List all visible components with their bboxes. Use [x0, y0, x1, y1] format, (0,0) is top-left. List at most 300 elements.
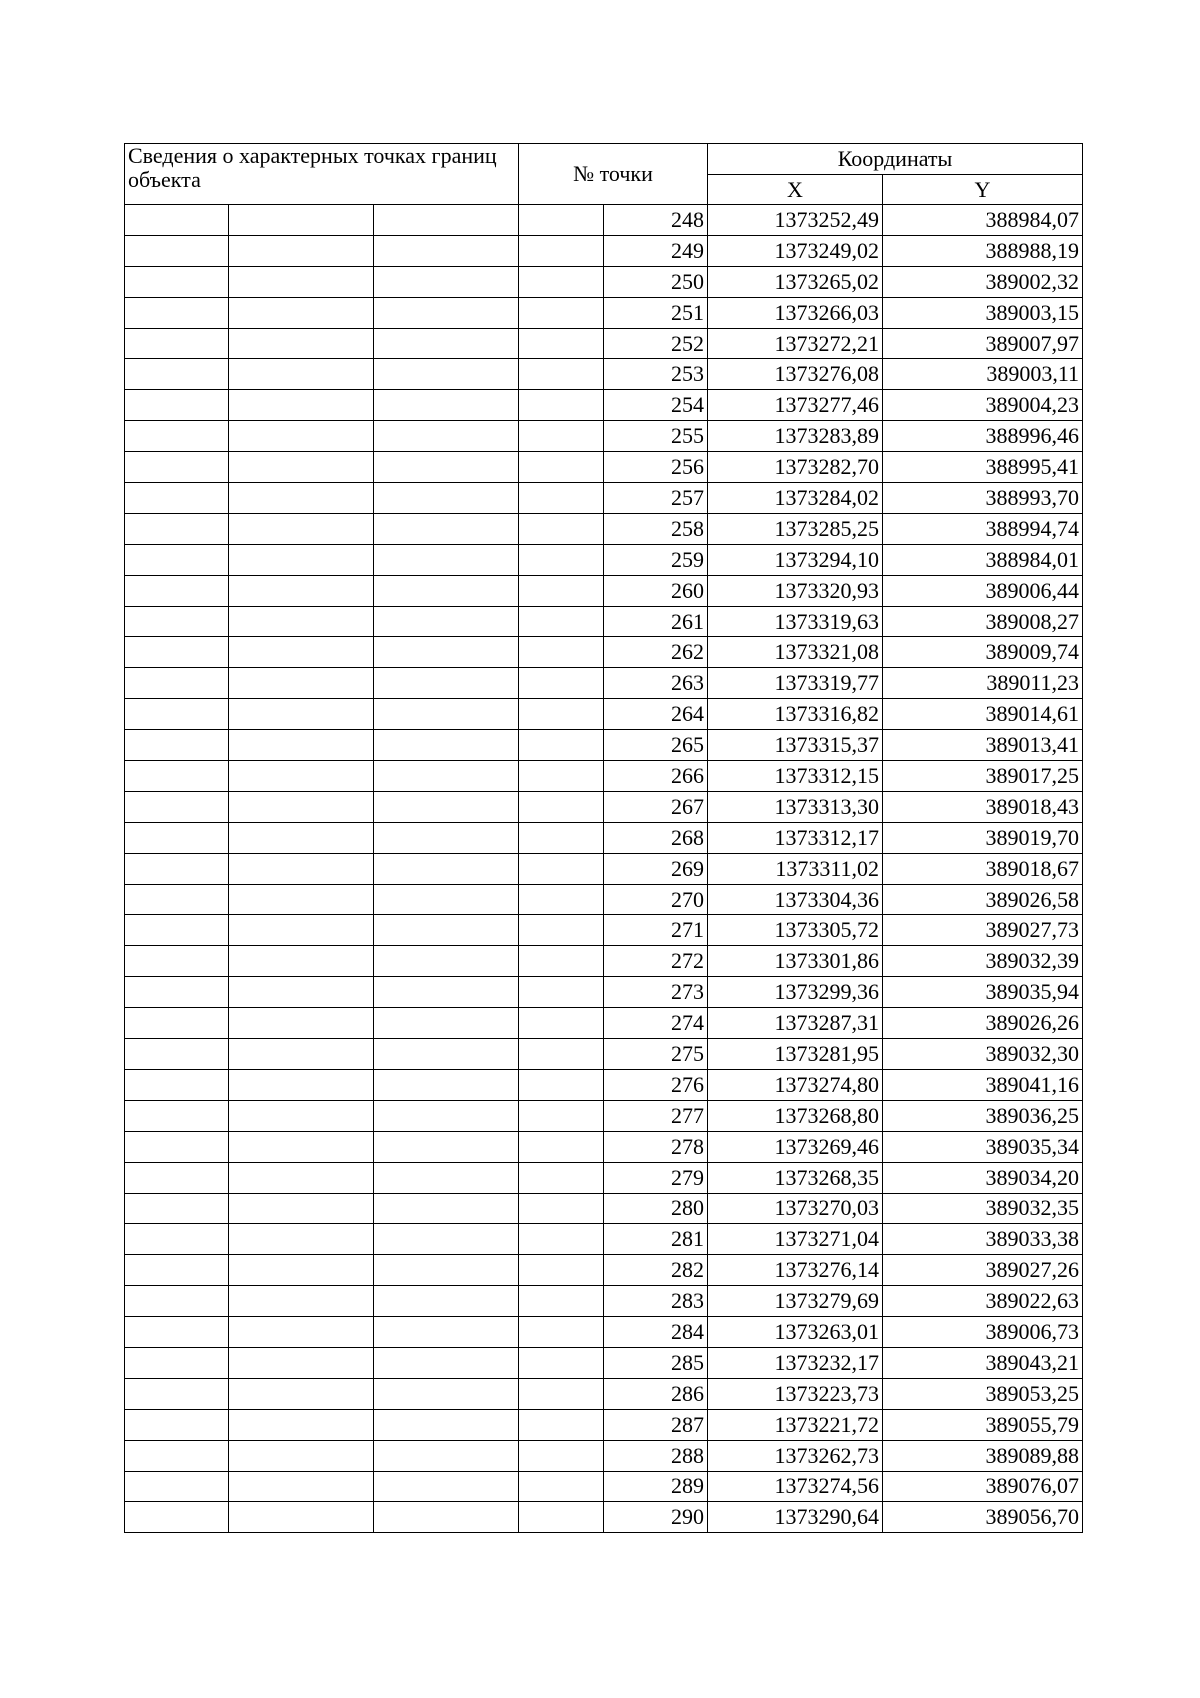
- empty-cell: [519, 1039, 604, 1070]
- y-coordinate-cell: 389032,39: [883, 946, 1083, 977]
- table-row: [125, 1162, 1083, 1193]
- table-row: [125, 421, 1083, 452]
- empty-cell: [125, 1100, 229, 1131]
- x-coordinate-cell: 1373268,80: [708, 1100, 883, 1131]
- point-number-cell: 249: [604, 235, 708, 266]
- x-coordinate-cell: 1373294,10: [708, 544, 883, 575]
- empty-cell: [229, 421, 374, 452]
- empty-cell: [229, 946, 374, 977]
- y-coordinate-cell: 389055,79: [883, 1409, 1083, 1440]
- empty-cell: [229, 1347, 374, 1378]
- table-row: [125, 699, 1083, 730]
- y-coordinate-cell: 389017,25: [883, 761, 1083, 792]
- y-coordinate-cell: 389053,25: [883, 1378, 1083, 1409]
- x-coordinate-cell: 1373252,49: [708, 205, 883, 236]
- point-number-cell: 266: [604, 761, 708, 792]
- empty-cell: [374, 946, 519, 977]
- empty-cell: [229, 853, 374, 884]
- point-number-cell: 271: [604, 915, 708, 946]
- table-row: [125, 266, 1083, 297]
- x-coordinate-cell: 1373276,14: [708, 1255, 883, 1286]
- empty-cell: [374, 1317, 519, 1348]
- empty-cell: [229, 266, 374, 297]
- empty-cell: [125, 1131, 229, 1162]
- empty-cell: [125, 205, 229, 236]
- empty-cell: [374, 235, 519, 266]
- point-number-cell: 279: [604, 1162, 708, 1193]
- empty-cell: [519, 822, 604, 853]
- table-row: [125, 1471, 1083, 1502]
- y-coordinate-cell: 389002,32: [883, 266, 1083, 297]
- point-number-cell: 257: [604, 483, 708, 514]
- empty-cell: [519, 1069, 604, 1100]
- point-number-cell: 262: [604, 637, 708, 668]
- x-coordinate-cell: 1373265,02: [708, 266, 883, 297]
- point-number-cell: 252: [604, 328, 708, 359]
- empty-cell: [125, 544, 229, 575]
- empty-cell: [519, 328, 604, 359]
- table-row: [125, 791, 1083, 822]
- y-coordinate-cell: 389022,63: [883, 1286, 1083, 1317]
- coordinates-header: Координаты: [708, 144, 1083, 175]
- empty-cell: [125, 575, 229, 606]
- empty-cell: [374, 1502, 519, 1533]
- point-number-cell: 265: [604, 730, 708, 761]
- empty-cell: [229, 513, 374, 544]
- empty-cell: [519, 699, 604, 730]
- table-row: [125, 452, 1083, 483]
- empty-cell: [519, 266, 604, 297]
- empty-cell: [229, 637, 374, 668]
- empty-cell: [374, 513, 519, 544]
- empty-cell: [374, 699, 519, 730]
- point-number-cell: 251: [604, 297, 708, 328]
- y-coordinate-cell: 389036,25: [883, 1100, 1083, 1131]
- y-coordinate-cell: 389003,11: [883, 359, 1083, 390]
- empty-cell: [229, 1131, 374, 1162]
- empty-cell: [229, 699, 374, 730]
- empty-cell: [374, 637, 519, 668]
- x-coordinate-cell: 1373221,72: [708, 1409, 883, 1440]
- empty-cell: [374, 575, 519, 606]
- empty-cell: [374, 1100, 519, 1131]
- empty-cell: [229, 205, 374, 236]
- table-row: [125, 1069, 1083, 1100]
- empty-cell: [229, 1471, 374, 1502]
- empty-cell: [229, 452, 374, 483]
- point-number-cell: 282: [604, 1255, 708, 1286]
- y-coordinate-cell: 389034,20: [883, 1162, 1083, 1193]
- point-number-cell: 275: [604, 1039, 708, 1070]
- empty-cell: [125, 791, 229, 822]
- empty-cell: [229, 1378, 374, 1409]
- y-coordinate-cell: 389035,34: [883, 1131, 1083, 1162]
- y-coordinate-cell: 389006,73: [883, 1317, 1083, 1348]
- empty-cell: [229, 1286, 374, 1317]
- x-coordinate-cell: 1373285,25: [708, 513, 883, 544]
- x-coordinate-cell: 1373316,82: [708, 699, 883, 730]
- table-row: [125, 884, 1083, 915]
- empty-cell: [125, 730, 229, 761]
- empty-cell: [519, 513, 604, 544]
- point-number-cell: 287: [604, 1409, 708, 1440]
- x-coordinate-cell: 1373263,01: [708, 1317, 883, 1348]
- empty-cell: [519, 1286, 604, 1317]
- empty-cell: [125, 1008, 229, 1039]
- point-number-cell: 274: [604, 1008, 708, 1039]
- table-row: [125, 297, 1083, 328]
- table-row: [125, 390, 1083, 421]
- x-coordinate-cell: 1373319,77: [708, 668, 883, 699]
- point-number-cell: 280: [604, 1193, 708, 1224]
- empty-cell: [229, 761, 374, 792]
- y-coordinate-cell: 389041,16: [883, 1069, 1083, 1100]
- empty-cell: [374, 1378, 519, 1409]
- empty-cell: [229, 1440, 374, 1471]
- point-number-cell: 269: [604, 853, 708, 884]
- table-row: [125, 977, 1083, 1008]
- empty-cell: [125, 359, 229, 390]
- x-coordinate-cell: 1373304,36: [708, 884, 883, 915]
- y-coordinate-cell: 389018,43: [883, 791, 1083, 822]
- empty-cell: [374, 205, 519, 236]
- table-row: [125, 544, 1083, 575]
- y-coordinate-cell: 389032,35: [883, 1193, 1083, 1224]
- table-row: [125, 1100, 1083, 1131]
- table-row: [125, 1347, 1083, 1378]
- y-coordinate-cell: 388996,46: [883, 421, 1083, 452]
- table-row: [125, 915, 1083, 946]
- point-number-cell: 276: [604, 1069, 708, 1100]
- y-coordinate-cell: 389018,67: [883, 853, 1083, 884]
- empty-cell: [519, 1471, 604, 1502]
- y-coordinate-cell: 388988,19: [883, 235, 1083, 266]
- table-row: [125, 1193, 1083, 1224]
- table-row: [125, 1409, 1083, 1440]
- empty-cell: [374, 1131, 519, 1162]
- empty-cell: [229, 328, 374, 359]
- x-coordinate-cell: 1373223,73: [708, 1378, 883, 1409]
- empty-cell: [229, 884, 374, 915]
- y-coordinate-cell: 389026,26: [883, 1008, 1083, 1039]
- empty-cell: [519, 390, 604, 421]
- point-number-cell: 263: [604, 668, 708, 699]
- table-row: [125, 1255, 1083, 1286]
- point-number-cell: 284: [604, 1317, 708, 1348]
- x-coordinate-cell: 1373269,46: [708, 1131, 883, 1162]
- empty-cell: [374, 1193, 519, 1224]
- empty-cell: [125, 1193, 229, 1224]
- table-row: [125, 853, 1083, 884]
- x-coordinate-cell: 1373268,35: [708, 1162, 883, 1193]
- x-coordinate-cell: 1373232,17: [708, 1347, 883, 1378]
- empty-cell: [229, 359, 374, 390]
- y-coordinate-cell: 389032,30: [883, 1039, 1083, 1070]
- empty-cell: [519, 884, 604, 915]
- empty-cell: [519, 235, 604, 266]
- empty-cell: [374, 668, 519, 699]
- y-coordinate-cell: 389019,70: [883, 822, 1083, 853]
- y-coordinate-cell: 389003,15: [883, 297, 1083, 328]
- empty-cell: [519, 1440, 604, 1471]
- table-row: [125, 1378, 1083, 1409]
- empty-cell: [374, 359, 519, 390]
- empty-cell: [519, 791, 604, 822]
- empty-cell: [374, 390, 519, 421]
- y-coordinate-cell: 389035,94: [883, 977, 1083, 1008]
- x-coordinate-cell: 1373320,93: [708, 575, 883, 606]
- table-row: [125, 946, 1083, 977]
- boundary-points-info-header: Сведения о характерных точках границ объекта: [125, 144, 519, 205]
- empty-cell: [229, 1255, 374, 1286]
- empty-cell: [374, 1255, 519, 1286]
- y-coordinate-cell: 389006,44: [883, 575, 1083, 606]
- empty-cell: [519, 915, 604, 946]
- empty-cell: [519, 452, 604, 483]
- empty-cell: [519, 668, 604, 699]
- table-row: [125, 1440, 1083, 1471]
- empty-cell: [125, 297, 229, 328]
- table-row: [125, 483, 1083, 514]
- empty-cell: [125, 1162, 229, 1193]
- empty-cell: [374, 1162, 519, 1193]
- empty-cell: [125, 421, 229, 452]
- empty-cell: [125, 483, 229, 514]
- table-row: [125, 328, 1083, 359]
- x-coordinate-cell: 1373274,56: [708, 1471, 883, 1502]
- y-coordinate-cell: 389056,70: [883, 1502, 1083, 1533]
- empty-cell: [125, 390, 229, 421]
- y-coordinate-cell: 389004,23: [883, 390, 1083, 421]
- empty-cell: [374, 915, 519, 946]
- empty-cell: [374, 1440, 519, 1471]
- empty-cell: [374, 822, 519, 853]
- x-coordinate-cell: 1373281,95: [708, 1039, 883, 1070]
- x-coordinate-cell: 1373299,36: [708, 977, 883, 1008]
- table-row: [125, 822, 1083, 853]
- empty-cell: [125, 1224, 229, 1255]
- point-number-cell: 253: [604, 359, 708, 390]
- empty-cell: [374, 328, 519, 359]
- empty-cell: [229, 544, 374, 575]
- empty-cell: [374, 1409, 519, 1440]
- x-coordinate-cell: 1373301,86: [708, 946, 883, 977]
- empty-cell: [374, 297, 519, 328]
- empty-cell: [125, 853, 229, 884]
- x-header: X: [708, 175, 883, 205]
- empty-cell: [229, 730, 374, 761]
- empty-cell: [374, 1347, 519, 1378]
- point-number-cell: 285: [604, 1347, 708, 1378]
- y-coordinate-cell: 388994,74: [883, 513, 1083, 544]
- y-coordinate-cell: 389008,27: [883, 606, 1083, 637]
- empty-cell: [125, 1317, 229, 1348]
- point-number-cell: 248: [604, 205, 708, 236]
- point-number-cell: 273: [604, 977, 708, 1008]
- empty-cell: [125, 1039, 229, 1070]
- empty-cell: [519, 421, 604, 452]
- empty-cell: [519, 1193, 604, 1224]
- empty-cell: [519, 205, 604, 236]
- empty-cell: [519, 1317, 604, 1348]
- x-coordinate-cell: 1373279,69: [708, 1286, 883, 1317]
- point-number-cell: 289: [604, 1471, 708, 1502]
- table-row: [125, 575, 1083, 606]
- y-coordinate-cell: 389007,97: [883, 328, 1083, 359]
- empty-cell: [229, 1193, 374, 1224]
- point-number-cell: 259: [604, 544, 708, 575]
- empty-cell: [229, 1317, 374, 1348]
- empty-cell: [229, 915, 374, 946]
- x-coordinate-cell: 1373249,02: [708, 235, 883, 266]
- y-coordinate-cell: 389026,58: [883, 884, 1083, 915]
- table-row: [125, 1131, 1083, 1162]
- empty-cell: [519, 1347, 604, 1378]
- empty-cell: [519, 1409, 604, 1440]
- point-number-cell: 250: [604, 266, 708, 297]
- empty-cell: [125, 668, 229, 699]
- y-coordinate-cell: 389027,73: [883, 915, 1083, 946]
- empty-cell: [374, 1008, 519, 1039]
- empty-cell: [519, 637, 604, 668]
- empty-cell: [125, 977, 229, 1008]
- point-number-cell: 260: [604, 575, 708, 606]
- point-number-cell: 270: [604, 884, 708, 915]
- empty-cell: [519, 977, 604, 1008]
- y-coordinate-cell: 389089,88: [883, 1440, 1083, 1471]
- empty-cell: [374, 884, 519, 915]
- empty-cell: [374, 544, 519, 575]
- point-number-cell: 281: [604, 1224, 708, 1255]
- empty-cell: [229, 791, 374, 822]
- table-row: [125, 1502, 1083, 1533]
- x-coordinate-cell: 1373312,15: [708, 761, 883, 792]
- empty-cell: [125, 235, 229, 266]
- table-row: [125, 359, 1083, 390]
- table-row: [125, 235, 1083, 266]
- empty-cell: [374, 1069, 519, 1100]
- point-number-header: № точки: [519, 144, 708, 205]
- empty-cell: [374, 421, 519, 452]
- empty-cell: [519, 1162, 604, 1193]
- point-number-cell: 272: [604, 946, 708, 977]
- x-coordinate-cell: 1373266,03: [708, 297, 883, 328]
- empty-cell: [519, 761, 604, 792]
- empty-cell: [374, 1224, 519, 1255]
- point-number-cell: 277: [604, 1100, 708, 1131]
- empty-cell: [229, 977, 374, 1008]
- table-row: [125, 606, 1083, 637]
- x-coordinate-cell: 1373321,08: [708, 637, 883, 668]
- table-row: [125, 205, 1083, 236]
- empty-cell: [229, 1224, 374, 1255]
- point-number-cell: 283: [604, 1286, 708, 1317]
- y-coordinate-cell: 389033,38: [883, 1224, 1083, 1255]
- empty-cell: [519, 946, 604, 977]
- point-number-cell: 286: [604, 1378, 708, 1409]
- point-number-cell: 278: [604, 1131, 708, 1162]
- empty-cell: [125, 637, 229, 668]
- x-coordinate-cell: 1373277,46: [708, 390, 883, 421]
- empty-cell: [374, 977, 519, 1008]
- empty-cell: [519, 575, 604, 606]
- empty-cell: [125, 946, 229, 977]
- empty-cell: [519, 544, 604, 575]
- empty-cell: [229, 668, 374, 699]
- empty-cell: [374, 761, 519, 792]
- empty-cell: [374, 606, 519, 637]
- empty-cell: [374, 1039, 519, 1070]
- empty-cell: [125, 1409, 229, 1440]
- empty-cell: [125, 1440, 229, 1471]
- empty-cell: [519, 1255, 604, 1286]
- empty-cell: [229, 606, 374, 637]
- x-coordinate-cell: 1373276,08: [708, 359, 883, 390]
- empty-cell: [374, 730, 519, 761]
- empty-cell: [229, 1502, 374, 1533]
- empty-cell: [125, 1286, 229, 1317]
- table-row: [125, 513, 1083, 544]
- x-coordinate-cell: 1373271,04: [708, 1224, 883, 1255]
- point-number-cell: 254: [604, 390, 708, 421]
- x-coordinate-cell: 1373287,31: [708, 1008, 883, 1039]
- x-coordinate-cell: 1373315,37: [708, 730, 883, 761]
- table-row: [125, 1039, 1083, 1070]
- empty-cell: [125, 699, 229, 730]
- empty-cell: [374, 1471, 519, 1502]
- empty-cell: [519, 730, 604, 761]
- empty-cell: [229, 297, 374, 328]
- table-body: [125, 144, 1083, 1533]
- empty-cell: [125, 1502, 229, 1533]
- empty-cell: [125, 1471, 229, 1502]
- empty-cell: [229, 1039, 374, 1070]
- empty-cell: [125, 513, 229, 544]
- empty-cell: [519, 853, 604, 884]
- x-coordinate-cell: 1373282,70: [708, 452, 883, 483]
- y-coordinate-cell: 388993,70: [883, 483, 1083, 514]
- x-coordinate-cell: 1373272,21: [708, 328, 883, 359]
- point-number-cell: 255: [604, 421, 708, 452]
- y-coordinate-cell: 388995,41: [883, 452, 1083, 483]
- point-number-cell: 288: [604, 1440, 708, 1471]
- y-coordinate-cell: 389014,61: [883, 699, 1083, 730]
- table-row: [125, 668, 1083, 699]
- empty-cell: [229, 1069, 374, 1100]
- empty-cell: [125, 328, 229, 359]
- x-coordinate-cell: 1373283,89: [708, 421, 883, 452]
- y-coordinate-cell: 389009,74: [883, 637, 1083, 668]
- empty-cell: [125, 606, 229, 637]
- point-number-cell: 261: [604, 606, 708, 637]
- empty-cell: [519, 1100, 604, 1131]
- x-coordinate-cell: 1373312,17: [708, 822, 883, 853]
- coordinates-table: [124, 143, 1083, 1533]
- empty-cell: [229, 1409, 374, 1440]
- y-header: Y: [883, 175, 1083, 205]
- x-coordinate-cell: 1373290,64: [708, 1502, 883, 1533]
- empty-cell: [125, 1347, 229, 1378]
- table-row: [125, 637, 1083, 668]
- x-coordinate-cell: 1373311,02: [708, 853, 883, 884]
- empty-cell: [125, 822, 229, 853]
- y-coordinate-cell: 389027,26: [883, 1255, 1083, 1286]
- empty-cell: [374, 452, 519, 483]
- empty-cell: [519, 1008, 604, 1039]
- point-number-cell: 256: [604, 452, 708, 483]
- empty-cell: [229, 235, 374, 266]
- empty-cell: [374, 853, 519, 884]
